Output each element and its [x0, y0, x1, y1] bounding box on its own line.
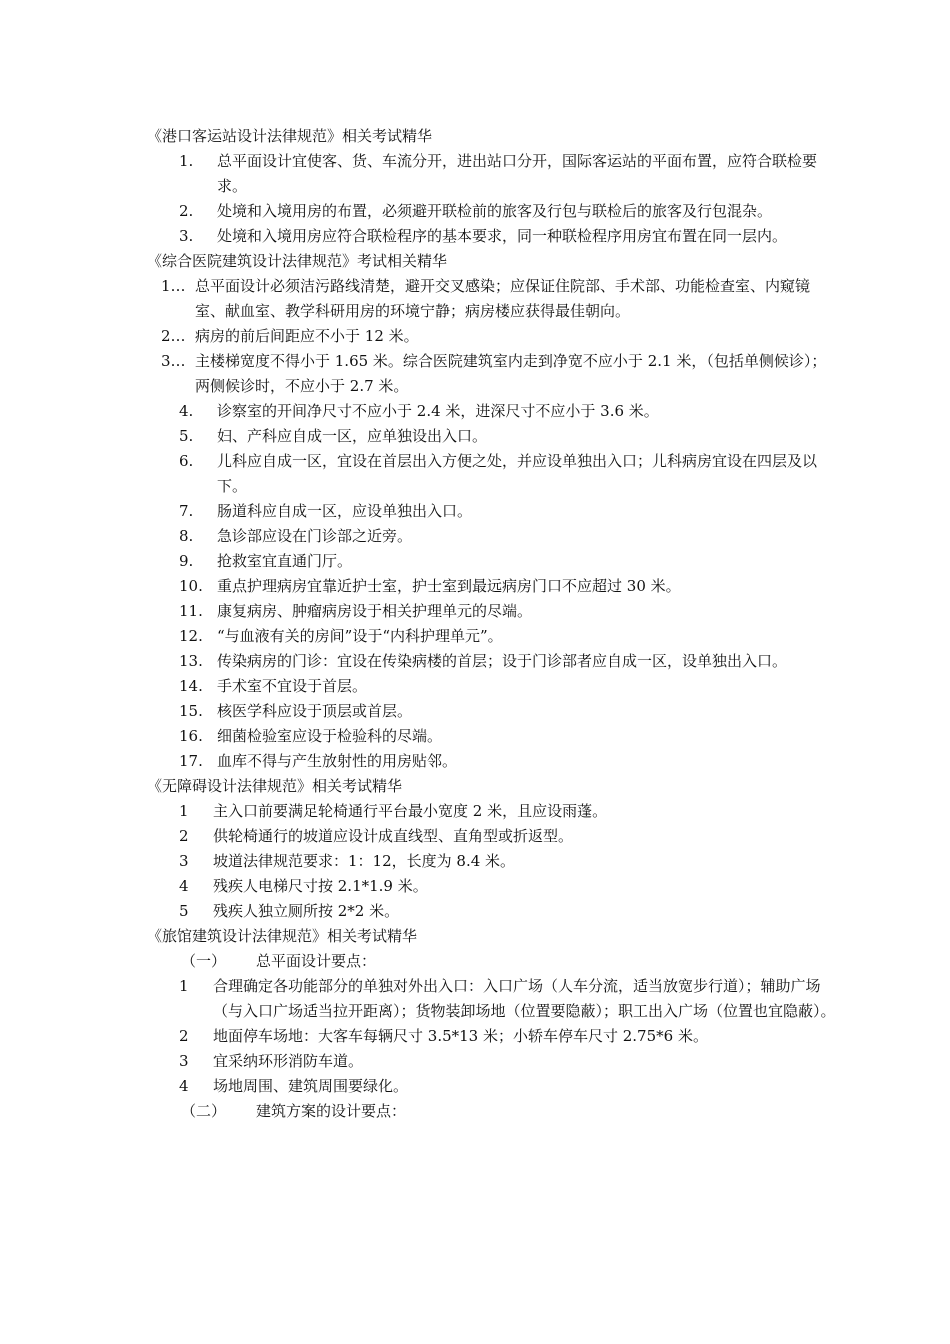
list-text: 急诊部应设在门诊部之近旁。 [217, 527, 413, 545]
list-number: 7. [179, 502, 194, 520]
list-number: 5 [179, 902, 189, 920]
list-item [147, 349, 837, 399]
list-text: 处境和入境用房应符合联检程序的基本要求，同一种联检程序用房宜布置在同一层内。 [217, 227, 788, 245]
list-item [147, 724, 837, 749]
list-item [147, 399, 837, 424]
list-item [147, 574, 837, 599]
list-text: 供轮椅通行的坡道应设计成直线型、直角型或折返型。 [213, 827, 574, 845]
list-item [147, 824, 837, 849]
list-item [147, 599, 837, 624]
list-item [147, 699, 837, 724]
list-item [147, 1049, 837, 1074]
list-number: 4 [179, 877, 189, 895]
list-text: 儿科应自成一区，宜设在首层出入方便之处，并应设单独出入口；儿科病房宜设在四层及以下。 [217, 452, 818, 495]
list-number: 3. [179, 227, 194, 245]
list-text: 总平面设计宜使客、货、车流分开，进出站口分开，国际客运站的平面布置，应符合联检要求。 [217, 152, 818, 195]
list-number: 2. [179, 202, 194, 220]
list-text: 肠道科应自成一区，应设单独出入口。 [217, 502, 473, 520]
list-number: 4 [179, 1077, 189, 1095]
list-item [147, 799, 837, 824]
list-item [147, 199, 837, 224]
list-text: 坡道法律规范要求：1：12，长度为 8.4 米。 [213, 852, 516, 870]
list-text: 传染病房的门诊：宜设在传染病楼的首层；设于门诊部者应自成一区，设单独出入口。 [217, 652, 788, 670]
list-number: 11. [179, 602, 203, 620]
list-text: 主楼梯宽度不得小于 1.65 米。综合医院建筑室内走到净宽不应小于 2.1 米，（包括单侧候诊）；两侧候诊时，不应小于 2.7 米。 [195, 352, 827, 395]
list-text: 诊察室的开间净尺寸不应小于 2.4 米，进深尺寸不应小于 3.6 米。 [217, 402, 659, 420]
list-item [147, 224, 837, 249]
sub-heading-text: 总平面设计要点： [256, 952, 377, 970]
list-item [147, 749, 837, 774]
list-item [147, 1074, 837, 1099]
list-item [147, 499, 837, 524]
sub-heading [147, 949, 837, 974]
list-text: 核医学科应设于顶层或首层。 [217, 702, 413, 720]
list-item [147, 424, 837, 449]
list-item [147, 324, 837, 349]
list-number: 8. [179, 527, 194, 545]
section-title-port: 《港口客运站设计法律规范》相关考试精华 [147, 127, 433, 145]
list-item [147, 149, 837, 199]
list-number: 13. [179, 652, 203, 670]
list-number: 1. [179, 152, 194, 170]
list-item [147, 624, 837, 649]
list-number: 9. [179, 552, 194, 570]
sub-heading-number: （一） [181, 952, 227, 970]
list-item [147, 1024, 837, 1049]
list-item [147, 974, 837, 1024]
list-number: 12. [179, 627, 203, 645]
document-body [147, 124, 837, 1124]
list-item [147, 449, 837, 499]
list-item [147, 274, 837, 324]
list-number: 2 [179, 1027, 189, 1045]
list-text: 康复病房、肿瘤病房设于相关护理单元的尽端。 [217, 602, 533, 620]
list-number: 5. [179, 427, 194, 445]
section-title-hospital: 《综合医院建筑设计法律规范》考试相关精华 [147, 252, 448, 270]
list-text: 血库不得与产生放射性的用房贴邻。 [217, 752, 458, 770]
list-item [147, 524, 837, 549]
list-number: 3 [179, 852, 189, 870]
sub-heading-number: （二） [181, 1102, 227, 1120]
list-text: 宜采纳环形消防车道。 [213, 1052, 364, 1070]
list-number: 2 [179, 827, 189, 845]
list-number: 3 [179, 1052, 189, 1070]
list-text: 细菌检验室应设于检验科的尽端。 [217, 727, 443, 745]
list-number: 1… [161, 277, 186, 295]
list-item [147, 874, 837, 899]
list-text: 残疾人电梯尺寸按 2.1*1.9 米。 [213, 877, 428, 895]
list-text: 残疾人独立厕所按 2*2 米。 [213, 902, 400, 920]
list-text: “与血液有关的房间”设于“内科护理单元”。 [217, 627, 503, 645]
list-text: 处境和入境用房的布置，必须避开联检前的旅客及行包与联检后的旅客及行包混杂。 [217, 202, 773, 220]
list-number: 1 [179, 977, 189, 995]
section-title-hotel: 《旅馆建筑设计法律规范》相关考试精华 [147, 927, 418, 945]
list-item [147, 849, 837, 874]
list-item [147, 549, 837, 574]
list-item [147, 899, 837, 924]
sub-heading [147, 1099, 837, 1124]
list-text: 手术室不宜设于首层。 [217, 677, 368, 695]
list-number: 16. [179, 727, 203, 745]
list-number: 14. [179, 677, 203, 695]
list-text: 场地周围、建筑周围要绿化。 [213, 1077, 409, 1095]
list-text: 主入口前要满足轮椅通行平台最小宽度 2 米，且应设雨蓬。 [213, 802, 608, 820]
list-text: 地面停车场地：大客车每辆尺寸 3.5*13 米；小轿车停车尺寸 2.75*6 米。 [213, 1027, 708, 1045]
list-number: 4. [179, 402, 194, 420]
list-text: 病房的前后间距应不小于 12 米。 [195, 327, 419, 345]
list-number: 2… [161, 327, 186, 345]
sub-heading-text: 建筑方案的设计要点： [256, 1102, 407, 1120]
list-text: 重点护理病房宜靠近护士室，护士室到最远病房门口不应超过 30 米。 [217, 577, 681, 595]
list-number: 6. [179, 452, 194, 470]
list-number: 3… [161, 352, 186, 370]
list-text: 总平面设计必须洁污路线清楚，避开交叉感染；应保证住院部、手术部、功能检查室、内窥镜室、献血室、教学科研用房的环境宁静；病房楼应获得最佳朝向。 [195, 277, 811, 320]
section-title-accessibility: 《无障碍设计法律规范》相关考试精华 [147, 777, 403, 795]
list-number: 15. [179, 702, 203, 720]
list-text: 妇、产科应自成一区，应单独设出入口。 [217, 427, 488, 445]
list-number: 10. [179, 577, 203, 595]
list-number: 1 [179, 802, 189, 820]
list-text: 合理确定各功能部分的单独对外出入口：入口广场（人车分流，适当放宽步行道）；辅助广场（与入口广场适当拉开距离）；货物装卸场地（位置要隐蔽）；职工出入广场（位置也宜隐蔽）。 [213, 977, 836, 1020]
list-item [147, 649, 837, 674]
list-text: 抢救室宜直通门厅。 [217, 552, 353, 570]
list-number: 17. [179, 752, 203, 770]
list-item [147, 674, 837, 699]
